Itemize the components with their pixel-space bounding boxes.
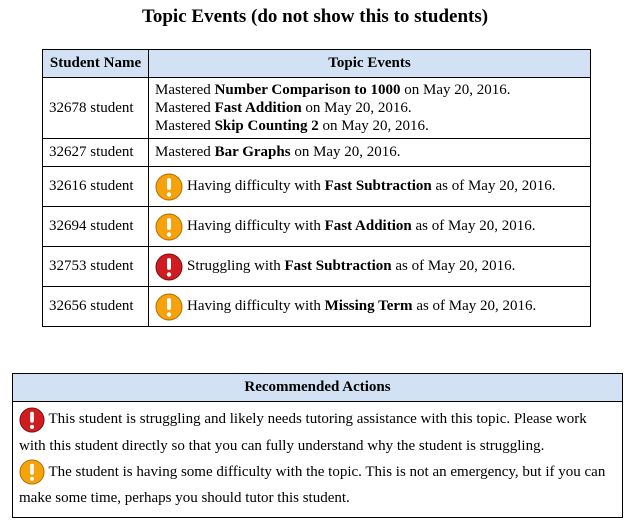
topic-events-cell xyxy=(149,207,591,247)
column-header-topic-events: Topic Events xyxy=(149,50,591,78)
alert-red-icon xyxy=(155,253,183,281)
action-difficulty xyxy=(19,459,616,512)
warning-orange-icon xyxy=(19,459,45,485)
recommended-actions-title: Recommended Actions xyxy=(13,374,622,402)
event-line xyxy=(155,99,584,117)
recommended-actions-panel xyxy=(12,373,623,518)
topic-events-cell xyxy=(149,78,591,139)
event-topic: Number Comparison to 1000 xyxy=(214,82,401,98)
event-topic: Fast Addition xyxy=(214,100,302,116)
warning-orange-icon xyxy=(155,173,183,201)
topic-events-cell xyxy=(149,139,591,167)
action-difficulty-text: The student is having some difficulty with the topic. This is not an emergency, but if you can make some time, perhaps you should tutor this student. xyxy=(19,463,606,507)
warning-orange-icon xyxy=(155,213,183,241)
table-header-row xyxy=(43,50,591,78)
table-row xyxy=(43,167,591,207)
action-struggling-text: This student is struggling and likely needs tutoring assistance with this topic. Please work with this student directly so that you can fully understand why the student is struggling. xyxy=(19,411,587,454)
event-prefix: Mastered xyxy=(155,118,215,134)
warning-orange-icon xyxy=(155,293,183,321)
action-struggling xyxy=(19,406,616,459)
table-row xyxy=(43,207,591,247)
recommended-actions-body xyxy=(13,402,622,517)
table-row xyxy=(43,78,591,139)
event-text: Having difficulty with Fast Addition as of May 20, 2016. xyxy=(187,218,536,234)
table-row xyxy=(43,247,591,287)
column-header-student-name: Student Name xyxy=(43,50,149,78)
alert-red-icon xyxy=(19,407,45,433)
event-suffix: on May 20, 2016. xyxy=(290,144,401,160)
table-row xyxy=(43,287,591,327)
topic-events-cell xyxy=(149,287,591,327)
event-topic: Skip Counting 2 xyxy=(214,118,319,134)
event-suffix: on May 20, 2016. xyxy=(301,100,412,116)
event-topic: Bar Graphs xyxy=(214,144,291,160)
event-prefix: Mastered xyxy=(155,100,215,116)
event-line xyxy=(155,81,584,99)
event-text: Struggling with Fast Subtraction as of May 20, 2016. xyxy=(187,258,516,274)
event-prefix: Mastered xyxy=(155,82,215,98)
event-text: Having difficulty with Fast Subtraction as of May 20, 2016. xyxy=(187,178,556,194)
student-name-cell: 32616 student xyxy=(43,167,149,207)
student-name-cell: 32656 student xyxy=(43,287,149,327)
topic-events-cell xyxy=(149,167,591,207)
student-name-cell: 32694 student xyxy=(43,207,149,247)
topic-events-cell xyxy=(149,247,591,287)
table-row xyxy=(43,139,591,167)
page-title: Topic Events (do not show this to students) xyxy=(141,6,489,27)
student-name-cell: 32753 student xyxy=(43,247,149,287)
event-text: Having difficulty with Missing Term as of May 20, 2016. xyxy=(187,298,537,314)
event-line xyxy=(155,117,584,135)
event-suffix: on May 20, 2016. xyxy=(318,118,429,134)
event-suffix: on May 20, 2016. xyxy=(400,82,511,98)
topic-events-table xyxy=(42,49,591,327)
event-prefix: Mastered xyxy=(155,144,215,160)
student-name-cell: 32678 student xyxy=(43,78,149,139)
student-name-cell: 32627 student xyxy=(43,139,149,167)
